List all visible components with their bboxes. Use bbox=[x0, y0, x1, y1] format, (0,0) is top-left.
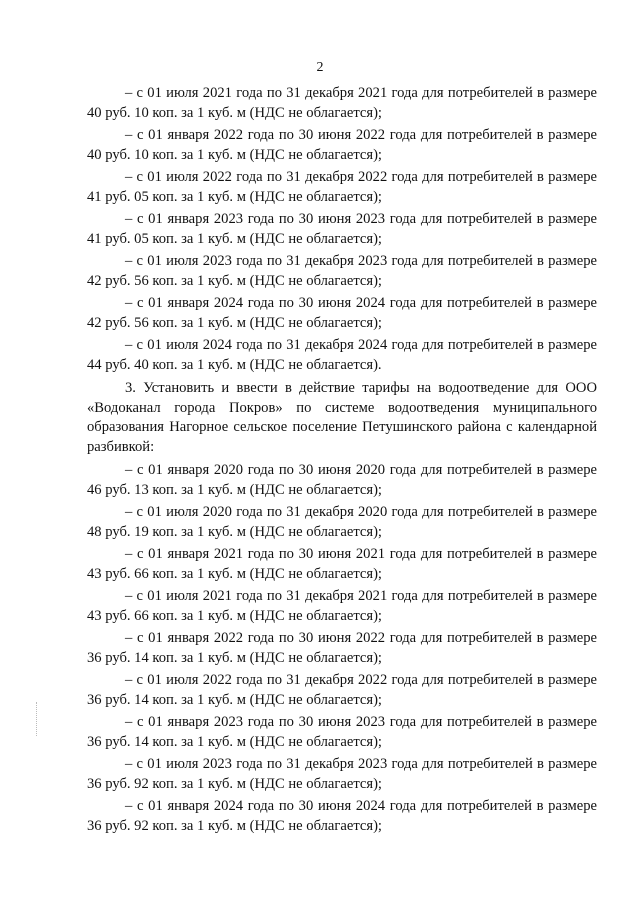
tariff-item bbox=[87, 168, 597, 207]
tariff-period-line: – с 01 июля 2024 года по 31 декабря 2024 года для потребителей в размере bbox=[125, 337, 597, 353]
tariff-amount-line: 43 руб. 66 коп. за 1 куб. м (НДС не облагается); bbox=[87, 565, 382, 582]
tariff-amount-line: 40 руб. 10 коп. за 1 куб. м (НДС не облагается); bbox=[87, 104, 382, 121]
tariff-amount-line: 41 руб. 05 коп. за 1 куб. м (НДС не облагается); bbox=[87, 188, 382, 205]
tariff-period-line: – с 01 июля 2022 года по 31 декабря 2022 года для потребителей в размере bbox=[125, 672, 597, 688]
tariff-item bbox=[87, 210, 597, 249]
tariff-item bbox=[87, 545, 597, 584]
tariff-amount-line: 40 руб. 10 коп. за 1 куб. м (НДС не облагается); bbox=[87, 146, 382, 163]
tariff-amount-line: 46 руб. 13 коп. за 1 куб. м (НДС не облагается); bbox=[87, 481, 382, 498]
tariff-period-line: – с 01 января 2021 года по 30 июня 2021 года для потребителей в размере bbox=[125, 546, 597, 562]
tariff-period-line: – с 01 июля 2020 года по 31 декабря 2020 года для потребителей в размере bbox=[125, 504, 597, 520]
page-number: 2 bbox=[316, 60, 324, 75]
tariff-period-line: – с 01 июля 2023 года по 31 декабря 2023 года для потребителей в размере bbox=[125, 253, 597, 269]
tariff-item bbox=[87, 84, 597, 123]
tariff-period-line: – с 01 июля 2021 года по 31 декабря 2021 года для потребителей в размере bbox=[125, 85, 597, 101]
point-3-paragraph: 3. Установить и ввести в действие тарифы на водоотведение для ООО «Водоканал города Покров» по системе водоотведения муниципального образования Нагорное сельское поселение Петушинского района с календарной разбивкой: bbox=[87, 380, 597, 455]
tariff-period-line: – с 01 января 2022 года по 30 июня 2022 года для потребителей в размере bbox=[125, 127, 597, 143]
tariff-amount-line: 36 руб. 14 коп. за 1 куб. м (НДС не облагается); bbox=[87, 649, 382, 666]
tariff-amount-line: 44 руб. 40 коп. за 1 куб. м (НДС не облагается). bbox=[87, 356, 382, 373]
tariff-amount-line: 48 руб. 19 коп. за 1 куб. м (НДС не облагается); bbox=[87, 523, 382, 540]
tariff-item bbox=[87, 671, 597, 710]
tariff-item bbox=[87, 755, 597, 794]
tariff-item bbox=[87, 336, 597, 375]
tariff-item bbox=[87, 587, 597, 626]
tariff-amount-line: 36 руб. 14 коп. за 1 куб. м (НДС не облагается); bbox=[87, 691, 382, 708]
tariff-period-line: – с 01 января 2023 года по 30 июня 2023 года для потребителей в размере bbox=[125, 714, 597, 730]
tariff-period-line: – с 01 июля 2022 года по 31 декабря 2022 года для потребителей в размере bbox=[125, 169, 597, 185]
tariff-amount-line: 41 руб. 05 коп. за 1 куб. м (НДС не облагается); bbox=[87, 230, 382, 247]
tariff-amount-line: 42 руб. 56 коп. за 1 куб. м (НДС не облагается); bbox=[87, 314, 382, 331]
tariff-period-line: – с 01 июля 2023 года по 31 декабря 2023 года для потребителей в размере bbox=[125, 756, 597, 772]
tariff-period-line: – с 01 января 2024 года по 30 июня 2024 года для потребителей в размере bbox=[125, 798, 597, 814]
tariff-item bbox=[87, 797, 597, 836]
tariff-amount-line: 36 руб. 92 коп. за 1 куб. м (НДС не облагается); bbox=[87, 817, 382, 834]
tariff-item bbox=[87, 294, 597, 333]
tariff-amount-line: 36 руб. 14 коп. за 1 куб. м (НДС не облагается); bbox=[87, 733, 382, 750]
tariff-item bbox=[87, 461, 597, 500]
document-body bbox=[87, 84, 597, 836]
sewerage-tariff-list bbox=[87, 461, 597, 836]
tariff-item bbox=[87, 713, 597, 752]
tariff-period-line: – с 01 июля 2021 года по 31 декабря 2021 года для потребителей в размере bbox=[125, 588, 597, 604]
tariff-item bbox=[87, 252, 597, 291]
tariff-period-line: – с 01 января 2023 года по 30 июня 2023 года для потребителей в размере bbox=[125, 211, 597, 227]
tariff-item bbox=[87, 503, 597, 542]
tariff-period-line: – с 01 января 2020 года по 30 июня 2020 года для потребителей в размере bbox=[125, 462, 597, 478]
tariff-period-line: – с 01 января 2024 года по 30 июня 2024 года для потребителей в размере bbox=[125, 295, 597, 311]
tariff-amount-line: 43 руб. 66 коп. за 1 куб. м (НДС не облагается); bbox=[87, 607, 382, 624]
tariff-amount-line: 42 руб. 56 коп. за 1 куб. м (НДС не облагается); bbox=[87, 272, 382, 289]
water-supply-tariff-list bbox=[87, 84, 597, 375]
tariff-period-line: – с 01 января 2022 года по 30 июня 2022 года для потребителей в размере bbox=[125, 630, 597, 646]
tariff-amount-line: 36 руб. 92 коп. за 1 куб. м (НДС не облагается); bbox=[87, 775, 382, 792]
tariff-item bbox=[87, 629, 597, 668]
margin-scan-mark bbox=[36, 702, 38, 736]
tariff-item bbox=[87, 126, 597, 165]
